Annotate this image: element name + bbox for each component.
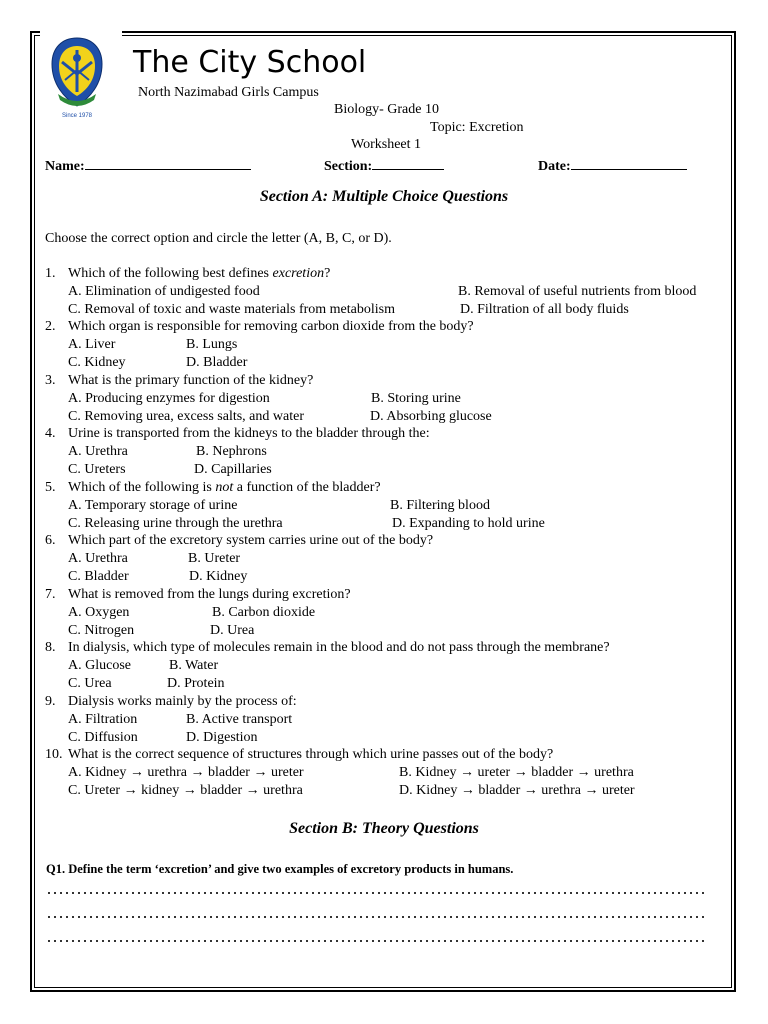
option-c[interactable]: C. Diffusion: [68, 729, 138, 745]
question-text: [68, 425, 430, 443]
question-text: [68, 372, 313, 390]
question-text: [68, 639, 610, 657]
option-d[interactable]: D. Kidney: [189, 568, 248, 584]
option-d[interactable]: D. Kidney → bladder → urethra → ureter: [399, 782, 635, 798]
option-b[interactable]: B. Carbon dioxide: [212, 604, 316, 620]
answer-line-2[interactable]: [46, 916, 708, 918]
logo-since-text: Since 1978: [61, 113, 93, 119]
section-blank[interactable]: [372, 156, 444, 170]
question-number: 1.: [45, 266, 56, 281]
question-text-part: a function of the bladder?: [233, 480, 381, 495]
answer-line-3[interactable]: [46, 940, 708, 942]
question-text: [68, 532, 433, 550]
option-a[interactable]: A. Kidney → urethra → bladder → ureter: [68, 764, 304, 780]
date-blank[interactable]: [571, 156, 687, 170]
theory-question-1: Q1. Define the term ‘excretion’ and give two examples of excretory products in humans.: [46, 862, 514, 876]
option-c[interactable]: C. Releasing urine through the urethra: [68, 515, 283, 531]
option-a[interactable]: A. Urethra: [68, 550, 128, 566]
question-number: 7.: [45, 587, 56, 602]
option-c[interactable]: C. Bladder: [68, 568, 129, 584]
option-a[interactable]: A. Liver: [68, 336, 116, 352]
option-b[interactable]: B. Storing urine: [371, 390, 461, 406]
question-text: [68, 318, 474, 336]
question-number: 4.: [45, 426, 56, 441]
option-d[interactable]: D. Absorbing glucose: [370, 408, 492, 424]
option-a[interactable]: A. Oxygen: [68, 604, 130, 620]
option-b[interactable]: B. Active transport: [186, 711, 293, 727]
school-logo: [50, 36, 104, 120]
question-number: 3.: [45, 373, 56, 388]
option-a[interactable]: A. Filtration: [68, 711, 138, 727]
option-b[interactable]: B. Water: [169, 657, 219, 673]
question-number: 2.: [45, 319, 56, 334]
question-number: 6.: [45, 533, 56, 548]
question-text-part: Which of the following best defines: [68, 266, 273, 281]
option-c[interactable]: C. Removing urea, excess salts, and water: [68, 408, 304, 424]
question-text-part: Which organ is responsible for removing carbon dioxide from the body?: [68, 319, 474, 334]
name-field[interactable]: [45, 156, 251, 176]
option-a[interactable]: A. Elimination of undigested food: [68, 283, 260, 299]
instruction-text: Choose the correct option and circle the letter (A, B, C, or D).: [45, 231, 392, 246]
topic: Topic: Excretion: [430, 120, 524, 135]
question-number: 9.: [45, 694, 56, 709]
option-a[interactable]: A. Urethra: [68, 443, 128, 459]
question-emphasis: excretion: [272, 266, 325, 281]
section-field[interactable]: [324, 156, 444, 176]
section-b-title: Section B: Theory Questions: [289, 820, 479, 837]
school-name: The City School: [133, 45, 367, 80]
answer-line-1[interactable]: [46, 892, 708, 894]
question-text-part: Dialysis works mainly by the process of:: [68, 694, 297, 709]
section-label: Section:: [324, 159, 373, 174]
option-c[interactable]: C. Ureter → kidney → bladder → urethra: [68, 782, 303, 798]
question-number: 8.: [45, 640, 56, 655]
option-b[interactable]: B. Kidney → ureter → bladder → urethra: [399, 764, 634, 780]
option-b[interactable]: B. Nephrons: [196, 443, 267, 459]
option-d[interactable]: D. Protein: [167, 675, 225, 691]
option-d[interactable]: D. Filtration of all body fluids: [460, 301, 629, 317]
question-number: 10.: [45, 747, 63, 762]
question-text: [68, 693, 297, 711]
option-d[interactable]: D. Urea: [210, 622, 255, 638]
date-field[interactable]: [538, 156, 687, 176]
question-text: [68, 746, 553, 764]
option-c[interactable]: C. Urea: [68, 675, 112, 691]
option-a[interactable]: A. Producing enzymes for digestion: [68, 390, 270, 406]
question-text: [68, 479, 381, 497]
question-text-part: In dialysis, which type of molecules remain in the blood and do not pass through the membrane?: [68, 640, 610, 655]
option-d[interactable]: D. Bladder: [186, 354, 248, 370]
name-blank[interactable]: [85, 156, 251, 170]
question-text-part: What is the primary function of the kidney?: [68, 373, 314, 388]
option-c[interactable]: C. Ureters: [68, 461, 126, 477]
question-text-part: What is removed from the lungs during excretion?: [68, 587, 351, 602]
option-a[interactable]: A. Glucose: [68, 657, 131, 673]
option-a[interactable]: A. Temporary storage of urine: [68, 497, 238, 513]
name-label: Name:: [45, 159, 85, 174]
worksheet-number: Worksheet 1: [351, 137, 422, 152]
section-a-title: Section A: Multiple Choice Questions: [259, 188, 509, 205]
option-b[interactable]: B. Ureter: [188, 550, 241, 566]
subject-grade: Biology- Grade 10: [334, 102, 439, 117]
campus-name: North Nazimabad Girls Campus: [138, 85, 319, 100]
option-d[interactable]: D. Capillaries: [194, 461, 272, 477]
question-text-part: Which of the following is: [68, 480, 216, 495]
question-text: [68, 586, 351, 604]
option-b[interactable]: B. Removal of useful nutrients from blood: [458, 283, 697, 299]
option-b[interactable]: B. Filtering blood: [390, 497, 490, 513]
question-text-part: Urine is transported from the kidneys to the bladder through the:: [68, 426, 430, 441]
question-emphasis: not: [215, 480, 234, 495]
option-c[interactable]: C. Removal of toxic and waste materials from metabolism: [68, 301, 395, 317]
question-text-part: What is the correct sequence of structures through which urine passes out of the body?: [68, 747, 554, 762]
question-text: [68, 265, 330, 283]
option-c[interactable]: C. Nitrogen: [68, 622, 135, 638]
question-text-part: Which part of the excretory system carries urine out of the body?: [68, 533, 434, 548]
question-number: 5.: [45, 480, 56, 495]
option-b[interactable]: B. Lungs: [186, 336, 238, 352]
option-d[interactable]: D. Digestion: [186, 729, 258, 745]
question-text-part: ?: [324, 266, 331, 281]
date-label: Date:: [538, 159, 571, 174]
option-c[interactable]: C. Kidney: [68, 354, 126, 370]
option-d[interactable]: D. Expanding to hold urine: [392, 515, 545, 531]
